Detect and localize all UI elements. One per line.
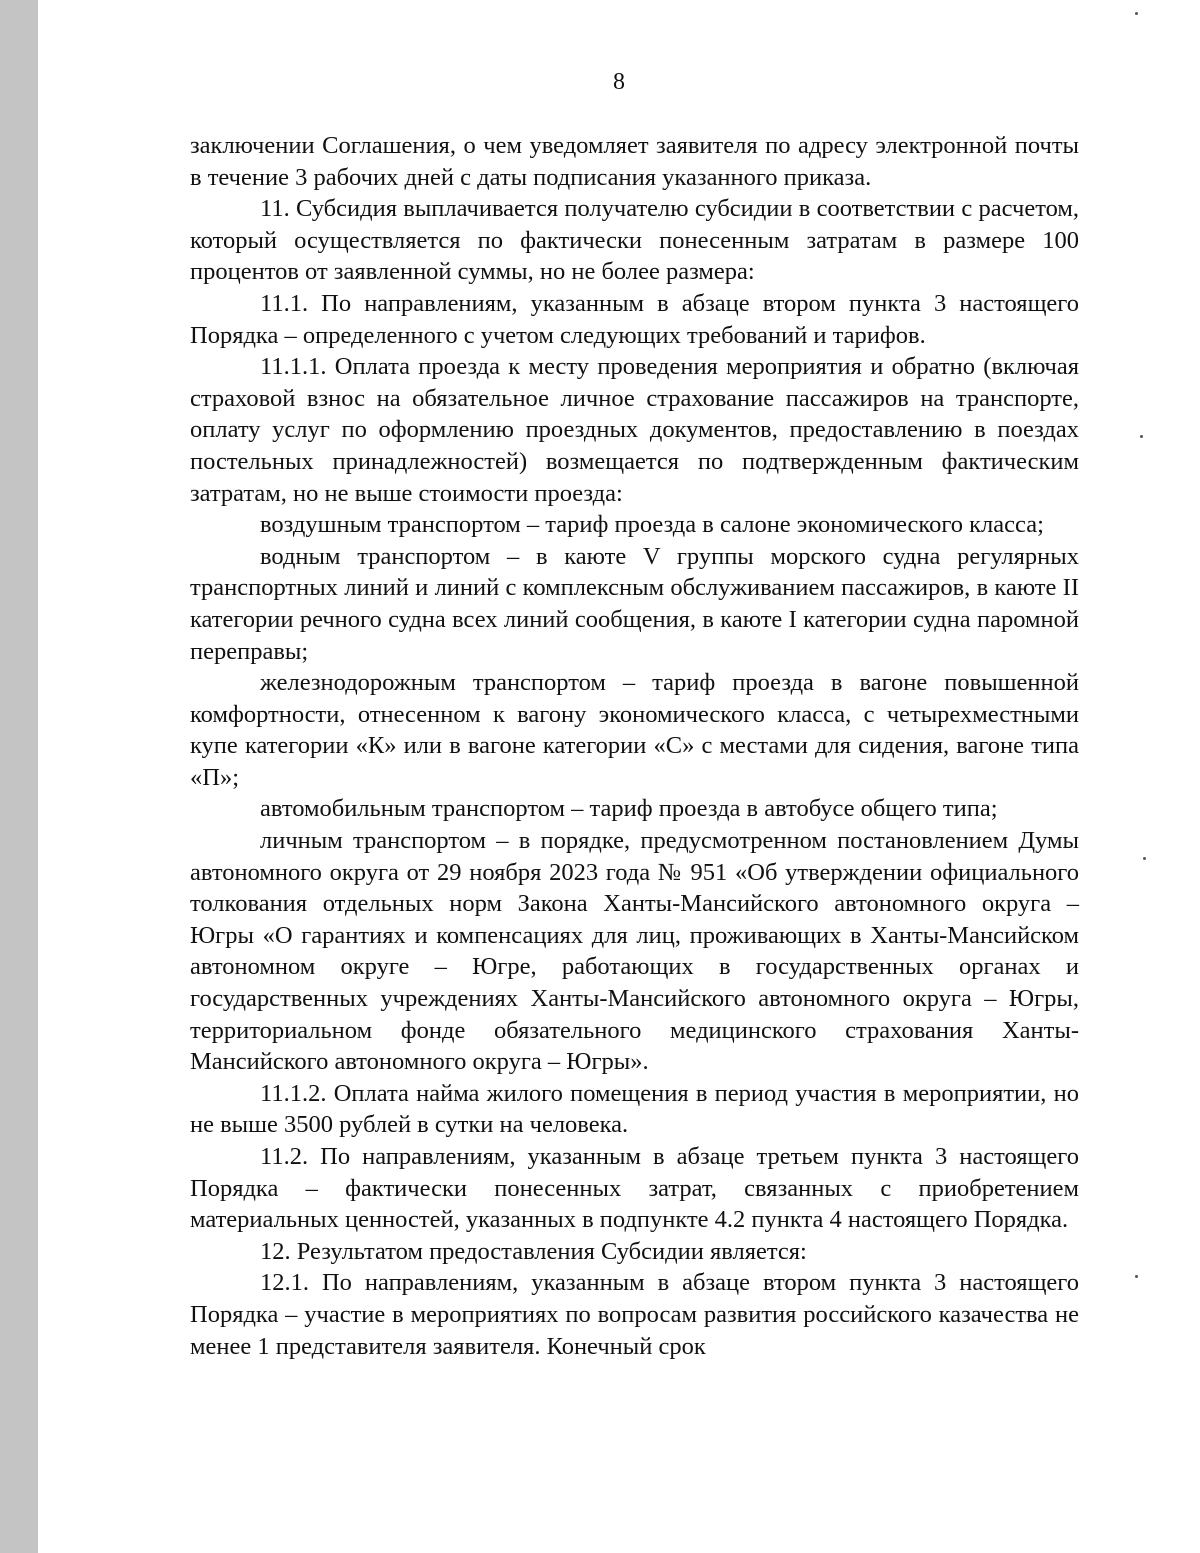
paragraph-personal-transport: личным транспортом – в порядке, предусмотренном постановлением Думы автономного округа от 29 ноября 2023 года № 951 «Об утверждении официального толкования отдельных норм Закона Ханты-Мансийского автономного округа – Югры «О гарантиях и компенсациях для лиц, проживающих в Ханты-Мансийском автономном округе – Югре, работающих в государственных органах и государственных учреждениях Ханты-Мансийского автономного округа – Югры, территориальном фонде обязательного медицинского страхования Ханты-Мансийского автономного округа – Югры». bbox=[190, 827, 1079, 1076]
document-page bbox=[38, 0, 1200, 1553]
paragraph-clause-11-2: 11.2. По направлениям, указанным в абзаце третьем пункта 3 настоящего Порядка – фактически понесенных затрат, связанных с приобретением материальных ценностей, указанных в подпункте 4.2 пункта 4 настоящего Порядка. bbox=[190, 1143, 1079, 1234]
paragraph-bus-transport: автомобильным транспортом – тариф проезда в автобусе общего типа; bbox=[260, 795, 998, 823]
paragraph-clause-11: 11. Субсидия выплачивается получателю субсидии в соответствии с расчетом, который осуществляется по фактически понесенным затратам в размере 100 процентов от заявленной суммы, но не более размера: bbox=[190, 195, 1079, 286]
paragraph-clause-12: 12. Результатом предоставления Субсидии является: bbox=[260, 1237, 807, 1265]
paragraph-clause-11-1: 11.1. По направлениям, указанным в абзаце втором пункта 3 настоящего Порядка – определенного с учетом следующих требований и тарифов. bbox=[190, 289, 1079, 349]
document-body bbox=[190, 130, 1079, 1362]
paragraph-air-transport: воздушным транспортом – тариф проезда в салоне экономического класса; bbox=[260, 511, 1044, 539]
page-number: 8 bbox=[613, 69, 625, 95]
scan-speck bbox=[1140, 435, 1143, 438]
paragraph-continuation: заключении Соглашения, о чем уведомляет заявителя по адресу электронной почты в течение 3 рабочих дней с даты подписания указанного приказа. bbox=[190, 132, 1079, 191]
paragraph-rail-transport: железнодорожным транспортом – тариф проезда в вагоне повышенной комфортности, отнесенном к вагону экономического класса, с четырехместными купе категории «К» или в вагоне категории «С» с местами для сидения, вагоне типа «П»; bbox=[190, 669, 1079, 791]
scan-speck bbox=[1135, 12, 1138, 15]
paragraph-clause-11-1-1: 11.1.1. Оплата проезда к месту проведения мероприятия и обратно (включая страховой взнос на обязательное личное страхование пассажиров на транспорте, оплату услуг по оформлению проездных документов, предоставлению в поездах постельных принадлежностей) возмещается по подтвержденным фактическим затратам, но не выше стоимости проезда: bbox=[190, 353, 1079, 507]
paragraph-water-transport: водным транспортом – в каюте V группы морского судна регулярных транспортных линий и линий с комплексным обслуживанием пассажиров, в каюте II категории речного судна всех линий сообщения, в каюте I категории судна паромной переправы; bbox=[190, 542, 1079, 665]
paragraph-clause-12-1: 12.1. По направлениям, указанным в абзаце втором пункта 3 настоящего Порядка – участие в мероприятиях по вопросам развития российского казачества не менее 1 представителя заявителя. Конечный срок bbox=[190, 1269, 1079, 1360]
scan-gray-margin bbox=[0, 0, 38, 1553]
scan-speck bbox=[1135, 1275, 1138, 1278]
scan-speck bbox=[1143, 857, 1146, 860]
paragraph-clause-11-1-2: 11.1.2. Оплата найма жилого помещения в период участия в мероприятии, но не выше 3500 рублей в сутки на человека. bbox=[190, 1079, 1079, 1139]
